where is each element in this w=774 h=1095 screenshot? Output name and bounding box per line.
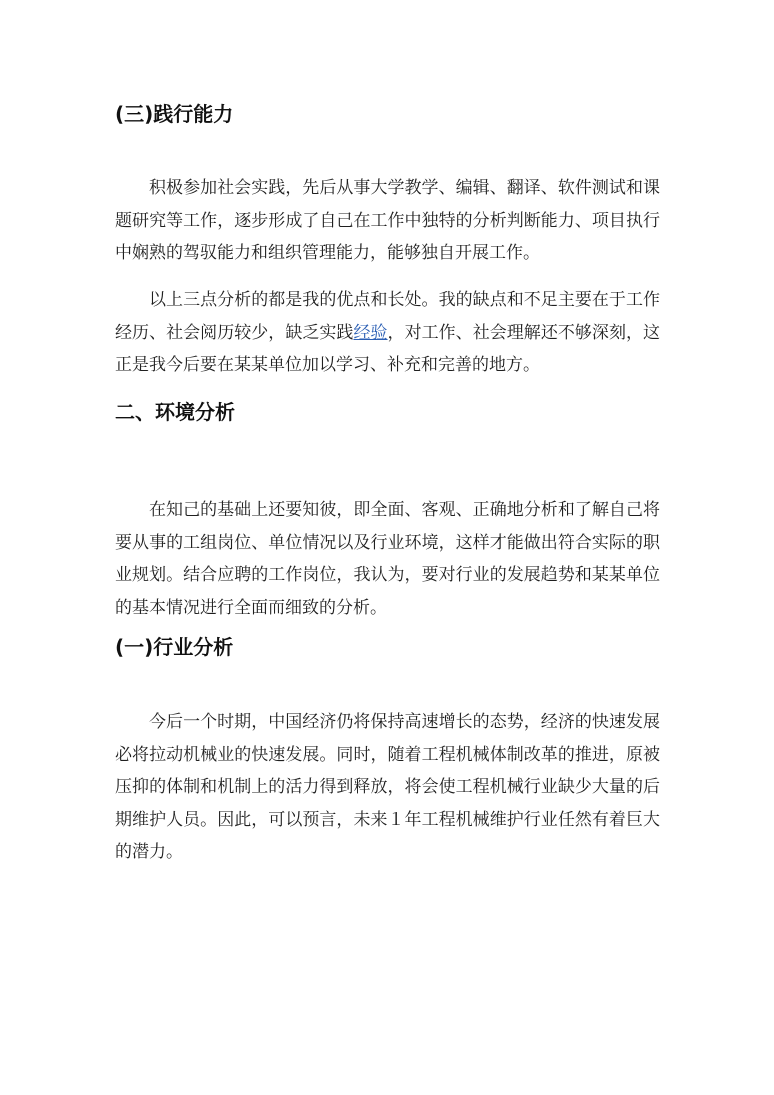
paragraph-summary xyxy=(115,284,660,382)
experience-link[interactable]: 经验 xyxy=(353,322,388,343)
paragraph-industry: 今后一个时期，中国经济仍将保持高速增长的态势，经济的快速发展必将拉动机械业的快速发展。同时，随着工程机械体制改革的推进，原被压抑的体制和机制上的活力得到释放，将会使工程机械行业缺少大量的后期维护人员。因此，可以预言，未来１年工程机械维护行业任然有着巨大的潜力。 xyxy=(115,712,660,862)
paragraph-summary-text-after: ，对工作、社会理解还不够深刻，这正是我今后要在某某单位加以学习、补充和完善的地方。 xyxy=(115,322,661,375)
paragraph-practice-ability: 积极参加社会实践，先后从事大学教学、编辑、翻译、软件测试和课题研究等工作，逐步形成了自己在工作中独特的分析判断能力、项目执行中娴熟的驾驭能力和组织管理能力，能够独自开展工作。 xyxy=(115,178,660,263)
heading-industry-analysis: (一)行业分析 xyxy=(115,635,234,659)
paragraph-summary-text-before: 以上三点分析的都是我的优点和长处。我的缺点和不足主要在于工作经历、社会阅历较少，缺乏实践 xyxy=(115,290,660,343)
paragraph-environment: 在知己的基础上还要知彼，即全面、客观、正确地分析和了解自己将要从事的工组岗位、单位情况以及行业环境，这样才能做出符合实际的职业规划。结合应聘的工作岗位，我认为，要对行业的发展趋势和某某单位的基本情况进行全面而细致的分析。 xyxy=(115,500,660,618)
heading-environment-analysis: 二、环境分析 xyxy=(115,400,235,424)
heading-practice-ability: (三)践行能力 xyxy=(115,102,234,126)
